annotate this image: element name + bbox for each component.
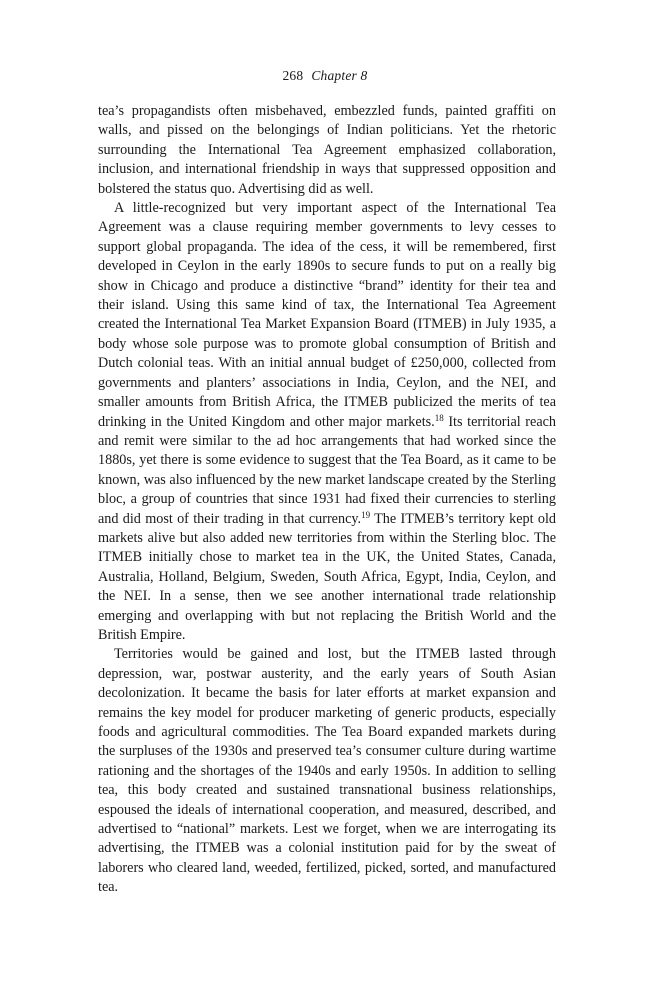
chapter-title: Chapter 8 xyxy=(311,68,368,83)
paragraph-2-text-a: A little-recognized but very important aspect of the International Tea Agreement was a clause requiring member governments to levy cesses to support global propaganda. The idea of the cess, it will be remembered, first developed in Ceylon in the early 1890s to secure funds to put on a really big show in Chicago and produce a distinctive “brand” identity for their tea and their island. Using this same kind of tax, the International Tea Agreement created the International Tea Market Expansion Board (ITMEB) in July 1935, a body whose sole purpose was to promote global consumption of British and Dutch colonial teas. With an initial annual budget of £250,000, collected from governments and planters’ associations in India, Ceylon, and the NEI, and smaller amounts from British Africa, the ITMEB publicized the merits of tea drinking in the United Kingdom and other major markets. xyxy=(98,200,556,430)
body-text xyxy=(98,102,556,898)
running-head xyxy=(0,68,650,84)
page-number: 268 xyxy=(282,68,304,83)
paragraph-2-text-b: Its territorial reach and remit were similar to the ad hoc arrangements that had worked since the 1880s, yet there is some evidence to suggest that the Tea Board, as it came to be known, was also influenced by the new market landscape created by the Sterling bloc, a group of countries that since 1931 had fixed their currencies to sterling and did most of their trading in that currency. xyxy=(98,413,557,527)
paragraph-3-text: Territories would be gained and lost, but the ITMEB lasted through depression, war, postwar austerity, and the early years of South Asian decolonization. It became the basis for later efforts at market expansion and remains the key model for producer marketing of generic products, especially foods and agricultural commodities. The Tea Board expanded markets during the surpluses of the 1930s and preserved tea’s consumer culture during wartime rationing and the shortages of the 1940s and early 1950s. In addition to selling tea, this body created and sustained transnational business relationships, espoused the ideals of international cooperation, and measured, described, and advertised to “national” markets. Lest we forget, when we are interrogating its advertising, the ITMEB was a colonial institution paid for by the sweat of laborers who cleared land, weeded, fertilized, picked, sorted, and manufactured tea. xyxy=(98,646,556,896)
paragraph-1 xyxy=(98,102,556,199)
paragraph-1-text: tea’s propagandists often misbehaved, embezzled funds, painted graffiti on walls, and pissed on the belongings of Indian politicians. Yet the rhetoric surrounding the International Tea Agreement emphasized collaboration, inclusion, and international friendship in ways that suppressed opposition and bolstered the status quo. Advertising did as well. xyxy=(98,103,556,197)
footnote-ref-19[interactable]: 19 xyxy=(361,509,371,520)
paragraph-2-text-c: The ITMEB’s territory kept old markets alive but also added new territories from within the Sterling bloc. The ITMEB initially chose to market tea in the UK, the United States, Canada, Australia, Holland, Belgium, Sweden, South Africa, Egypt, India, Ceylon, and the NEI. In a sense, then we see another international trade relationship emerging and overlapping with but not replacing the British World and the British Empire. xyxy=(98,510,556,643)
paragraph-2 xyxy=(98,199,556,645)
paragraph-3 xyxy=(98,645,556,897)
footnote-ref-18[interactable]: 18 xyxy=(434,412,444,423)
